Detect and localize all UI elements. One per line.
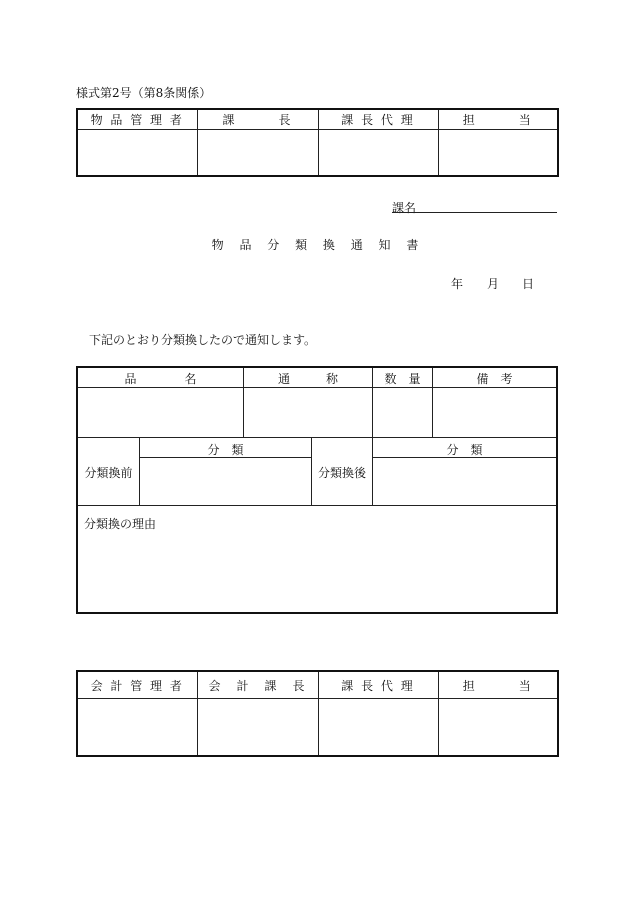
item-table [76,366,558,614]
seal-box[interactable] [318,130,438,176]
item-name-field[interactable] [78,388,243,437]
dept-name-line[interactable] [392,212,557,213]
bottom-approval-table [76,670,559,757]
date-month: 月 [487,277,500,291]
reason-field[interactable] [78,534,556,610]
quantity-field[interactable] [373,388,432,437]
approval-header-property-manager: 物 品 管 理 者 [77,109,197,130]
form-number: 様式第2号（第8条関係） [76,86,212,100]
seal-box[interactable] [77,699,197,756]
category-before-field[interactable] [140,458,311,505]
approval-header-deputy-chief: 課 長 代 理 [318,671,438,699]
category-after-field[interactable] [373,458,556,505]
seal-box[interactable] [438,130,558,176]
date-day: 日 [522,277,535,291]
intro-text: 下記のとおり分類換したので通知します。 [89,333,317,347]
header-remarks: 備 考 [476,372,513,386]
approval-header-staff: 担 当 [438,671,558,699]
approval-header-section-chief: 課 長 [197,109,318,130]
seal-box[interactable] [197,130,318,176]
seal-box[interactable] [438,699,558,756]
before-label: 分類換前 [84,466,133,480]
seal-box[interactable] [197,699,318,756]
divider [78,437,556,438]
remarks-field[interactable] [433,388,556,437]
date-year: 年 [451,277,464,291]
dept-label: 課名 [392,201,417,215]
header-item-name: 品 名 [124,372,197,386]
header-common-name: 通 称 [277,372,338,386]
category-header-after: 分 類 [446,443,483,457]
divider [78,505,556,506]
header-quantity: 数 量 [384,372,421,386]
document-title: 物 品 分 類 換 通 知 書 [211,238,419,252]
seal-box[interactable] [318,699,438,756]
approval-header-staff: 担 当 [438,109,558,130]
approval-header-deputy-chief: 課 長 代 理 [318,109,438,130]
top-approval-table [76,108,559,177]
seal-box[interactable] [77,130,197,176]
common-name-field[interactable] [244,388,372,437]
category-header-before: 分 類 [207,443,244,457]
approval-header-accounting-chief: 会 計 課 長 [197,671,318,699]
approval-header-accounting-manager: 会 計 管 理 者 [77,671,197,699]
after-label: 分類換後 [317,466,366,480]
reason-label: 分類換の理由 [84,517,157,531]
